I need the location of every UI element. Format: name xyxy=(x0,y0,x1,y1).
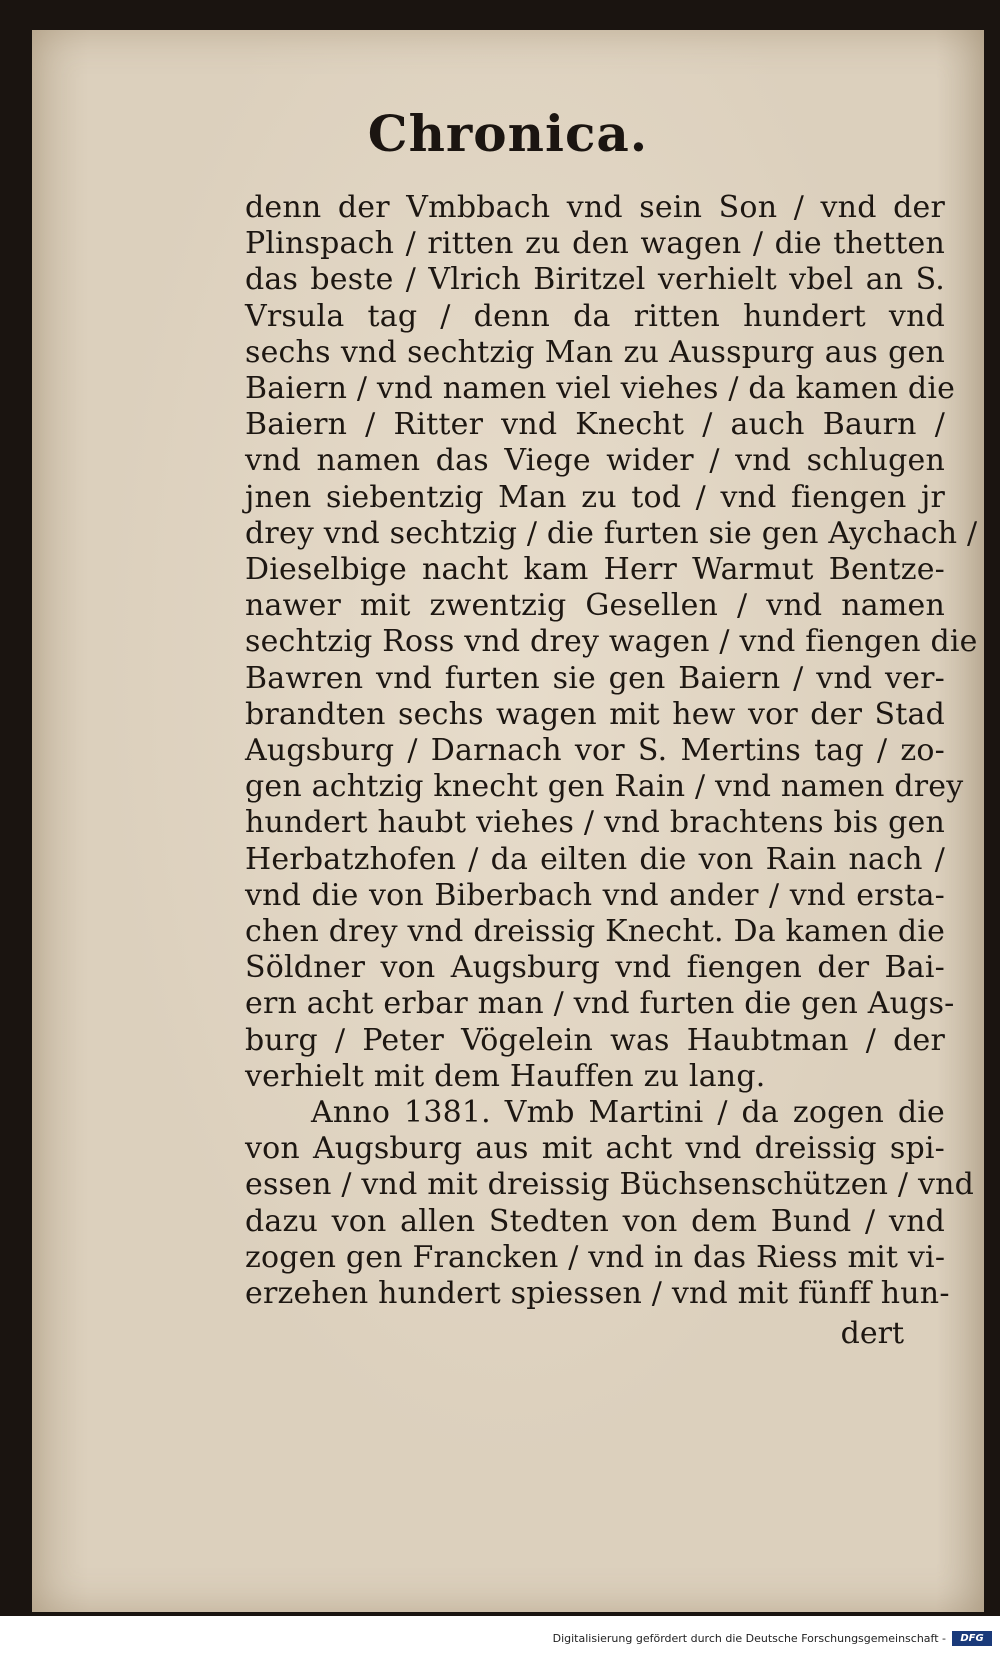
text-line: hundert haubt viehes / vnd brachtens bis gen xyxy=(245,805,945,841)
dfg-logo-icon: DFG xyxy=(952,1631,992,1646)
text-line: Plinspach / ritten zu den wagen / die thetten xyxy=(245,226,945,262)
text-line: zogen gen Francken / vnd in das Riess mit vi- xyxy=(245,1239,946,1275)
text-line: sechtzig Ross vnd drey wagen / vnd fiengen die xyxy=(245,624,978,660)
catchword: dert xyxy=(840,1316,904,1351)
text-line: von Augsburg aus mit acht vnd dreissig spi- xyxy=(245,1131,945,1167)
text-line: Baiern / Ritter vnd Knecht / auch Baurn / xyxy=(245,407,945,443)
text-line: Augsburg / Darnach vor S. Mertins tag / zo- xyxy=(245,733,945,769)
text-line: brandten sechs wagen mit hew vor der Stad xyxy=(245,696,945,732)
funding-credit: Digitalisierung gefördert durch die Deutsche Forschungsgemeinschaft - xyxy=(552,1632,946,1645)
text-line: gen achtzig knecht gen Rain / vnd namen drey xyxy=(245,769,964,805)
text-line: denn der Vmbbach vnd sein Son / vnd der xyxy=(245,190,945,225)
text-line: Söldner von Augsburg vnd fiengen der Bai- xyxy=(245,950,945,986)
text-line: das beste / Vlrich Biritzel verhielt vbel an S. xyxy=(245,262,945,298)
text-line: sechs vnd sechtzig Man zu Ausspurg aus gen xyxy=(245,334,945,370)
text-line: Herbatzhofen / da eilten die von Rain nach / xyxy=(245,841,945,877)
text-line: drey vnd sechtzig / die furten sie gen Aychach / xyxy=(245,515,978,551)
text-line: essen / vnd mit dreissig Büchsenschützen / vnd xyxy=(245,1167,975,1203)
text-line: vnd die von Biberbach vnd ander / vnd ersta- xyxy=(245,877,945,913)
footer-bar xyxy=(0,1616,1000,1654)
text-line: Vrsula tag / denn da ritten hundert vnd xyxy=(245,298,945,334)
text-line: jnen siebentzig Man zu tod / vnd fiengen jr xyxy=(245,479,945,515)
body-text xyxy=(245,190,978,1312)
text-line: nawer mit zwentzig Gesellen / vnd namen xyxy=(245,588,945,624)
text-line: erzehen hundert spiessen / vnd mit fünff hun- xyxy=(245,1276,950,1312)
text-line: verhielt mit dem Hauffen zu lang. xyxy=(245,1058,766,1094)
text-line: Bawren vnd furten sie gen Baiern / vnd ver- xyxy=(245,660,945,696)
text-line: vnd namen das Viege wider / vnd schlugen xyxy=(245,443,945,479)
running-header: Chronica. xyxy=(367,104,649,163)
text-line: ern acht erbar man / vnd furten die gen Augs- xyxy=(245,986,955,1022)
text-line: chen drey vnd dreissig Knecht. Da kamen die xyxy=(245,914,946,950)
text-line: Baiern / vnd namen viel viehes / da kamen die xyxy=(245,371,956,407)
text-line: Dieselbige nacht kam Herr Warmut Bentze- xyxy=(245,552,945,588)
text-line: dazu von allen Stedten von dem Bund / vnd xyxy=(245,1203,945,1239)
book-page xyxy=(32,30,984,1612)
text-line: burg / Peter Vögelein was Haubtman / der xyxy=(245,1022,945,1058)
text-line: Anno 1381. Vmb Martini / da zogen die xyxy=(311,1095,945,1131)
